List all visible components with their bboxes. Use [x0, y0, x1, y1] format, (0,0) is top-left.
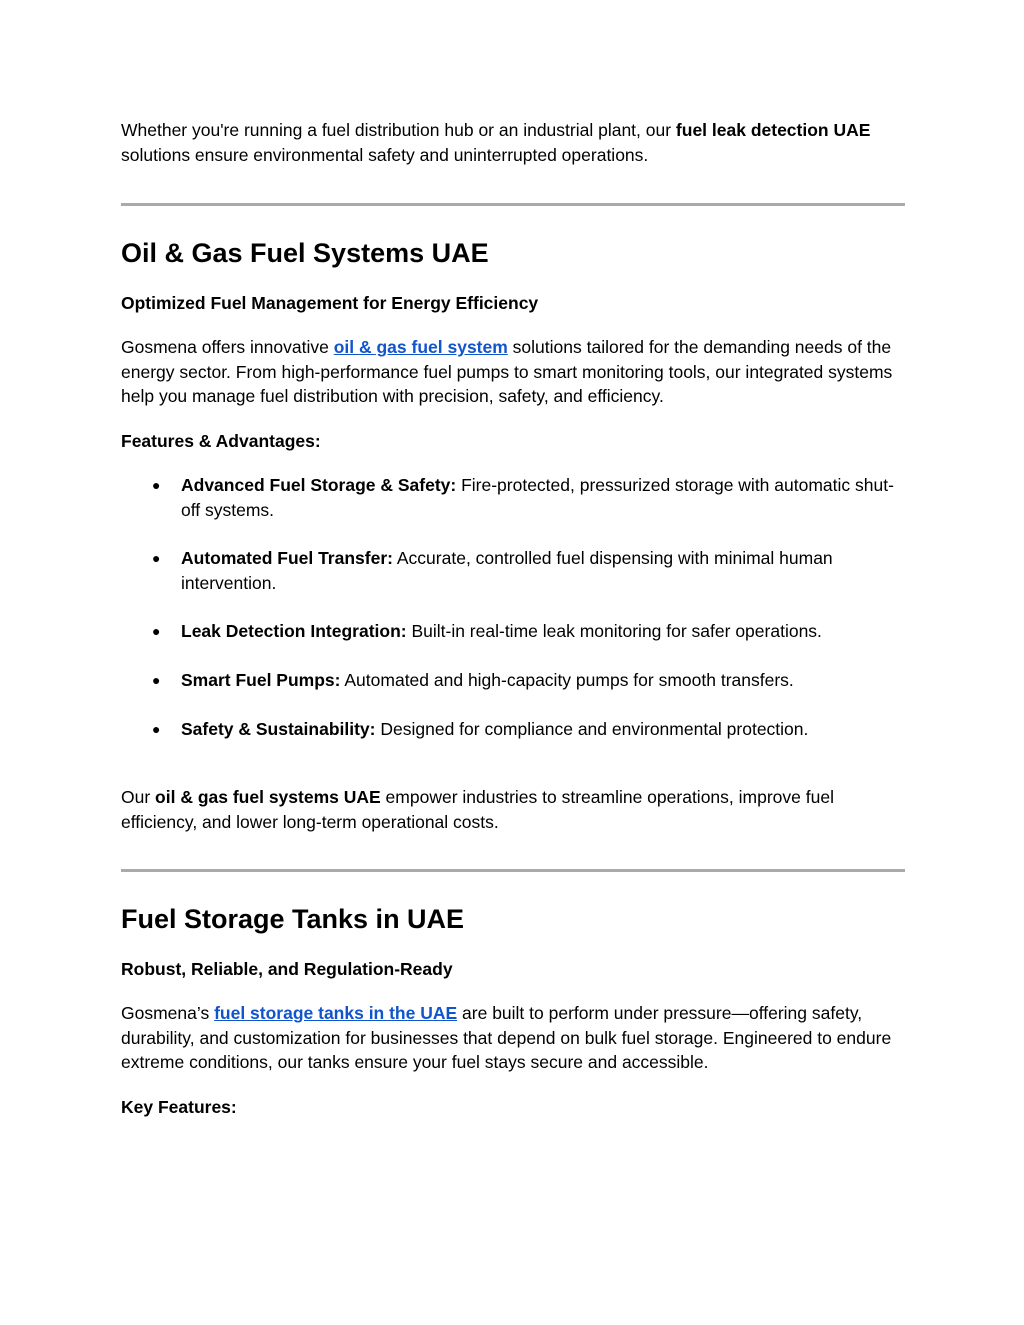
bullet-icon: ●	[152, 477, 161, 493]
oil-gas-closing-paragraph	[121, 785, 905, 834]
subheading-tanks: Robust, Reliable, and Regulation-Ready	[121, 959, 453, 979]
feature-title: Automated Fuel Transfer:	[181, 548, 393, 568]
section-divider	[121, 203, 905, 206]
oil-gas-text: Gosmena offers innovative	[121, 337, 334, 357]
feature-title: Leak Detection Integration:	[181, 621, 407, 641]
section-heading-oil-gas: Oil & Gas Fuel Systems UAE	[121, 238, 489, 268]
key-features-heading: Key Features:	[121, 1097, 237, 1117]
tanks-paragraph	[121, 1001, 905, 1075]
closing-text: Our	[121, 787, 156, 807]
closing-text-end: empower industries to streamline operations, improve fuel efficiency, and lower long-term operational costs.	[121, 787, 834, 832]
intro-text: Whether you're running a fuel distribution hub or an industrial plant, our	[121, 120, 676, 140]
list-item-text	[181, 717, 901, 742]
feature-title: Advanced Fuel Storage & Safety:	[181, 475, 457, 495]
fuel-storage-tanks-link[interactable]: fuel storage tanks in the UAE	[214, 1003, 458, 1023]
list-item-text	[181, 619, 901, 644]
bullet-icon: ●	[152, 623, 161, 639]
tanks-text-end: are built to perform under pressure—offering safety, durability, and customization for businesses that depend on bulk fuel storage. Engineered to endure extreme conditions, our tanks ensure your fuel stays secure and accessible.	[121, 1003, 892, 1072]
intro-bold-keyword: fuel leak detection UAE	[675, 120, 871, 140]
list-item-text	[181, 668, 901, 693]
features-heading: Features & Advantages:	[121, 431, 321, 451]
feature-title: Safety & Sustainability:	[181, 719, 376, 739]
feature-title: Smart Fuel Pumps:	[181, 670, 341, 690]
intro-text-end: solutions ensure environmental safety and uninterrupted operations.	[121, 144, 649, 165]
bullet-icon: ●	[152, 550, 161, 566]
oil-gas-paragraph	[121, 335, 905, 409]
oil-gas-text-end: solutions tailored for the demanding needs of the energy sector. From high-performance fuel pumps to smart monitoring tools, our integrated systems help you manage fuel distribution with precision, safety, and efficiency.	[121, 337, 893, 406]
intro-paragraph	[121, 118, 905, 167]
feature-description: Designed for compliance and environmental protection.	[375, 719, 809, 739]
feature-description: Fire-protected, pressurized storage with automatic shut-off systems.	[181, 475, 894, 520]
feature-description: Accurate, controlled fuel dispensing with minimal human intervention.	[181, 548, 833, 593]
section-heading-tanks: Fuel Storage Tanks in UAE	[121, 904, 465, 934]
list-item-text	[181, 473, 901, 522]
oil-gas-fuel-system-link[interactable]: oil & gas fuel system	[333, 337, 508, 357]
tanks-text: Gosmena’s	[121, 1003, 215, 1023]
bullet-icon: ●	[152, 672, 161, 688]
section-divider	[121, 869, 905, 872]
closing-bold-keyword: oil & gas fuel systems UAE	[155, 787, 381, 807]
feature-description: Built-in real-time leak monitoring for safer operations.	[406, 621, 822, 641]
feature-description: Automated and high-capacity pumps for smooth transfers.	[340, 670, 794, 690]
bullet-icon: ●	[152, 721, 161, 737]
list-item-text	[181, 546, 901, 595]
subheading-oil-gas: Optimized Fuel Management for Energy Efficiency	[121, 293, 539, 313]
